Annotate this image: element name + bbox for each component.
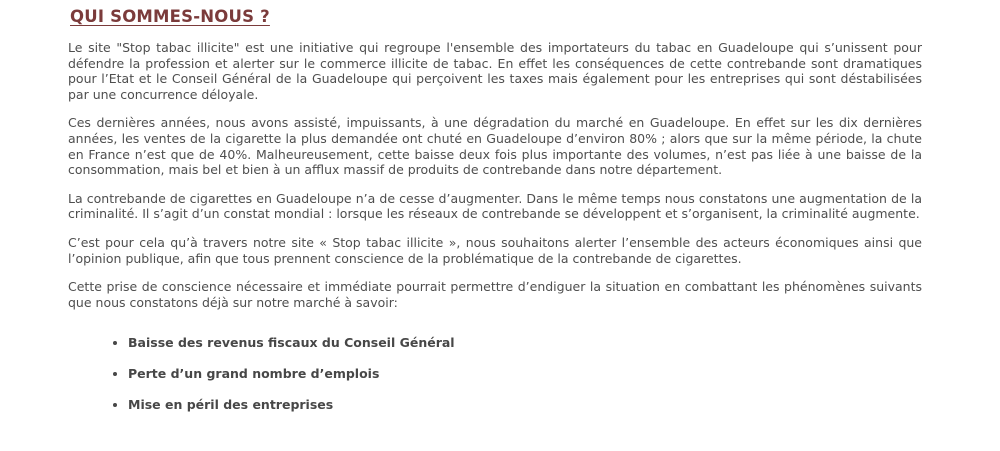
list-item-tax-revenue: • Baisse des revenus fiscaux du Conseil Général bbox=[128, 335, 922, 351]
page-title: QUI SOMMES-NOUS ? bbox=[70, 7, 270, 26]
list-item-companies-at-risk: • Mise en péril des entreprises bbox=[128, 397, 922, 413]
paragraph-alert-purpose: C’est pour cela qu’à travers notre site « Stop tabac illicite », nous souhaitons alerter l’ensemble des acteurs économiques ainsi que l’opinion publique, afin que tous prennent conscience de la problématique de la contrebande de cigarettes. bbox=[68, 234, 922, 266]
list-item-job-losses: • Perte d’un grand nombre d’emplois bbox=[128, 366, 922, 382]
paragraph-market-degradation: Ces dernières années, nous avons assisté, impuissants, à une dégradation du marché en Guadeloupe. En effet sur les dix dernières années, les ventes de la cigarette la plus demandée ont chuté en Guadeloupe d’environ 80% ; alors que sur la même période, la chute en France n’est que de 40%. Malheureusement, cette baisse deux fois plus importante des volumes, n’est pas liée à une baisse de la consommation, mais bel et bien à un afflux massif de produits de contrebande dans notre département. bbox=[68, 115, 922, 178]
paragraph-contraband-criminality: La contrebande de cigarettes en Guadeloupe n’a de cesse d’augmenter. Dans le même temps nous constatons une augmentation de la criminalité. Il s’agit d’un constat mondial : lorsque les réseaux de contrebande se développent et s’organisent, la criminalité augmente. bbox=[68, 190, 922, 222]
paragraph-call-to-awareness: Cette prise de conscience nécessaire et immédiate pourrait permettre d’endiguer la situation en combattant les phénomènes suivants que nous constatons déjà sur notre marché à savoir: bbox=[68, 279, 922, 310]
paragraph-site-intro: Le site "Stop tabac illicite" est une initiative qui regroupe l'ensemble des importateurs du tabac en Guadeloupe qui s’unissent pour défendre la profession et alerter sur le commerce illicite de tabac. En effet les conséquences de cette contrebande sont dramatiques pour l’Etat et le Conseil Général de la Guadeloupe qui perçoivent les taxes mais également pour les entreprises qui sont déstabilisées par une concurrence déloyale. bbox=[68, 40, 922, 102]
impact-list bbox=[68, 335, 922, 412]
